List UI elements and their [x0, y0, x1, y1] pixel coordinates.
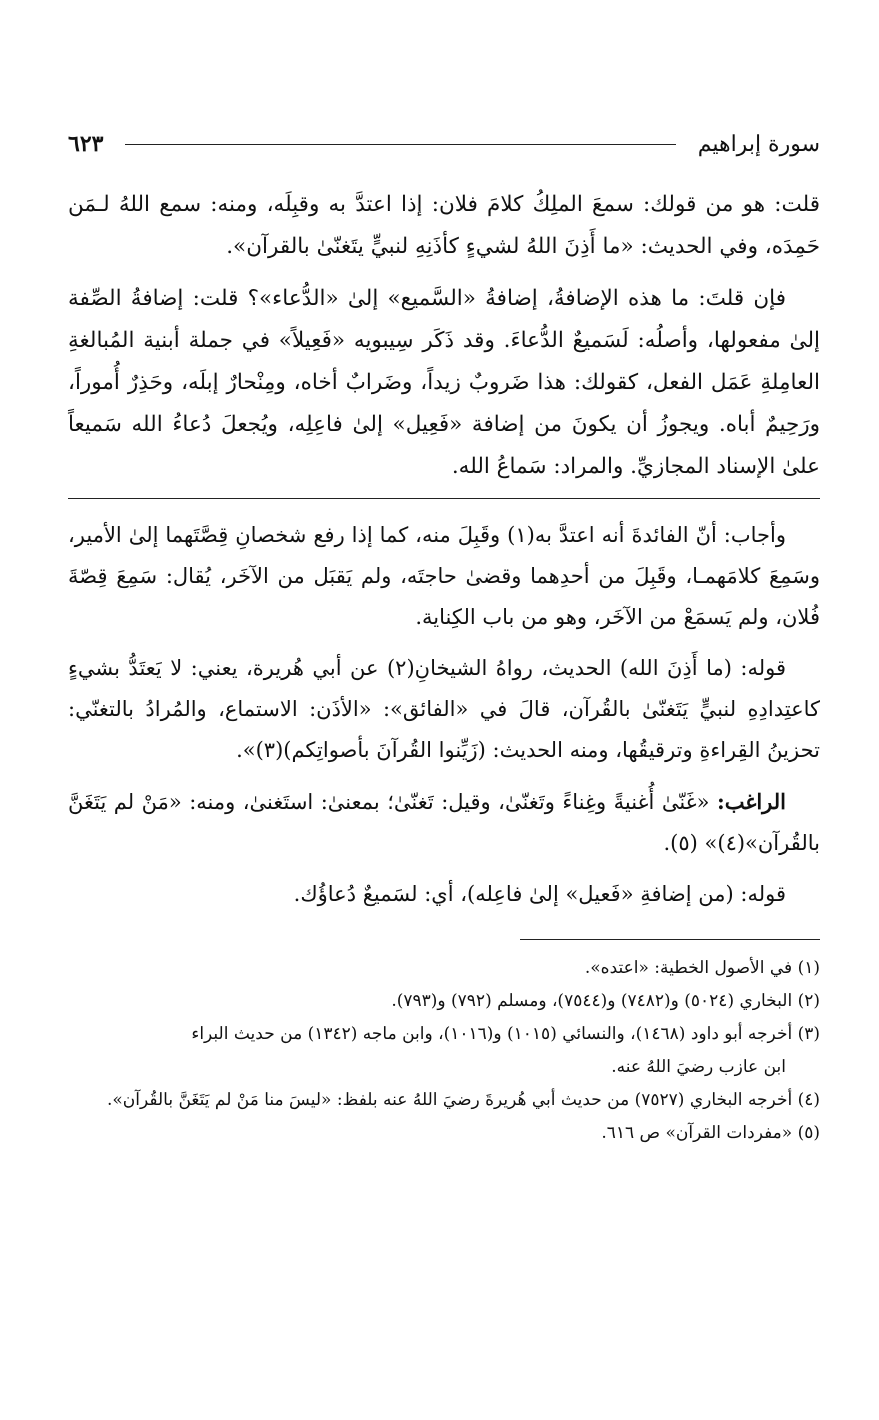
footnote-2: (٢) البخاري (٥٠٢٤) و(٧٤٨٢) و(٧٥٤٤)، ومسلم (٧٩٢) و(٧٩٣). [391, 991, 820, 1011]
footnote-5: (٥) «مفردات القرآن» ص ٦١٦. [601, 1123, 820, 1143]
main-paragraph-1: قلت: هو من قولك: سمعَ الملِكُ كلامَ فلان: إذا اعتدَّ به وقبِلَه، ومنه: سمع اللهُ لـمَن حَمِدَه، وفي الحديث: «ما أَذِنَ اللهُ لشيءٍ كأذَنِهِ لنبيٍّ يتَغنّىٰ بالقرآن». [68, 192, 820, 259]
footnote-4: (٤) أخرجه البخاري (٧٥٢٧) من حديث أبي هُريرةَ رضيَ اللهُ عنه بلفظ: «ليسَ منا مَنْ لم يَتَغَنَّ بالقُرآن». [106, 1090, 820, 1110]
header-rule [125, 144, 675, 145]
running-title: سورة إبراهيم [697, 131, 820, 157]
footnotes [68, 952, 820, 1150]
main-text [68, 184, 820, 488]
commentary-lead-word: الراغب: [716, 789, 786, 814]
commentary [68, 515, 820, 915]
footnote-3: (٣) أخرجه أبو داود (١٤٦٨)، والنسائي (١٠١٥) و(١٠١٦)، وابن ماجه (١٣٤٢) من حديث البراء [191, 1024, 820, 1044]
page [68, 118, 820, 1150]
footnote-3-continued: ابن عازب رضيَ اللهُ عنه. [611, 1057, 786, 1077]
commentary-paragraph-3 [68, 781, 820, 864]
page-header [68, 118, 820, 170]
footnote-1: (١) في الأصول الخطية: «اعتده». [584, 958, 820, 978]
page-number: ٦٢٣ [68, 131, 104, 157]
commentary-paragraph-2: قوله: (ما أَذِنَ الله) الحديث، رواهُ الشيخانِ(٢) عن أبي هُريرة، يعني: لا يَعتَدُّ بشيءٍ كاعتِدادِهِ لنبيٍّ يَتَغنّىٰ بالقُرآن، قالَ في «الفائق»: «الأذَن: الاستماع، والمُرادُ بالتغنّي: تحزينُ القِراءةِ وترقيقُها، ومنه الحديث: (زَيِّنوا القُرآنَ بأصواتِكم)(٣)». [68, 656, 820, 762]
commentary-paragraph-4: قوله: (من إضافةِ «فَعيل» إلىٰ فاعِله)، أي: لسَميعٌ دُعاؤُك. [293, 882, 786, 906]
footnote-rule [520, 939, 820, 940]
commentary-paragraph-3-text: «غَنّىٰ أُغنيةً وغِناءً وتَغنّىٰ، وقيل: تَغنّىٰ؛ بمعنىٰ: استَغنىٰ، ومنه: «مَنْ لم يَتَغَنَّ بالقُرآن»(٤)» (٥). [68, 790, 820, 855]
section-divider [68, 498, 820, 499]
main-paragraph-2: فإن قلتَ: ما هذه الإضافةُ، إضافةُ «السَّميع» إلىٰ «الدُّعاء»؟ قلت: إضافةُ الصِّفة إلىٰ مفعولها، وأصلُه: لَسَميعٌ الدُّعاءَ. وقد ذَكَر سِيبويه «فَعِيلاً» في جملة أبنية المُبالغةِ العامِلةِ عَمَل الفعل، كقولك: هذا ضَروبٌ زيداً، وضَرابٌ أخاه، ومِنْحارٌ إبلَه، وحَذِرٌ أُموراً، ورَحِيمٌ أباه. ويجوزُ أن يكونَ من إضافة «فَعِيل» إلىٰ فاعِلِه، ويُجعلَ دُعاءُ الله سَميعاً علىٰ الإسناد المجازيِّ. والمراد: سَماعُ الله. [68, 286, 820, 479]
commentary-paragraph-1: وأجاب: أنّ الفائدةَ أنه اعتدَّ به(١) وقَبِلَ منه، كما إذا رفع شخصانِ قِصَّتَهما إلىٰ الأمير، وسَمِعَ كلامَهمـا، وقَبِلَ من أحدِهما وقضىٰ حاجتَه، ولم يَقبَل من الآخَر، يُقال: سَمِعَ قِصّةَ فُلان، ولم يَسمَعْ من الآخَر، وهو من باب الكِناية. [68, 523, 820, 629]
